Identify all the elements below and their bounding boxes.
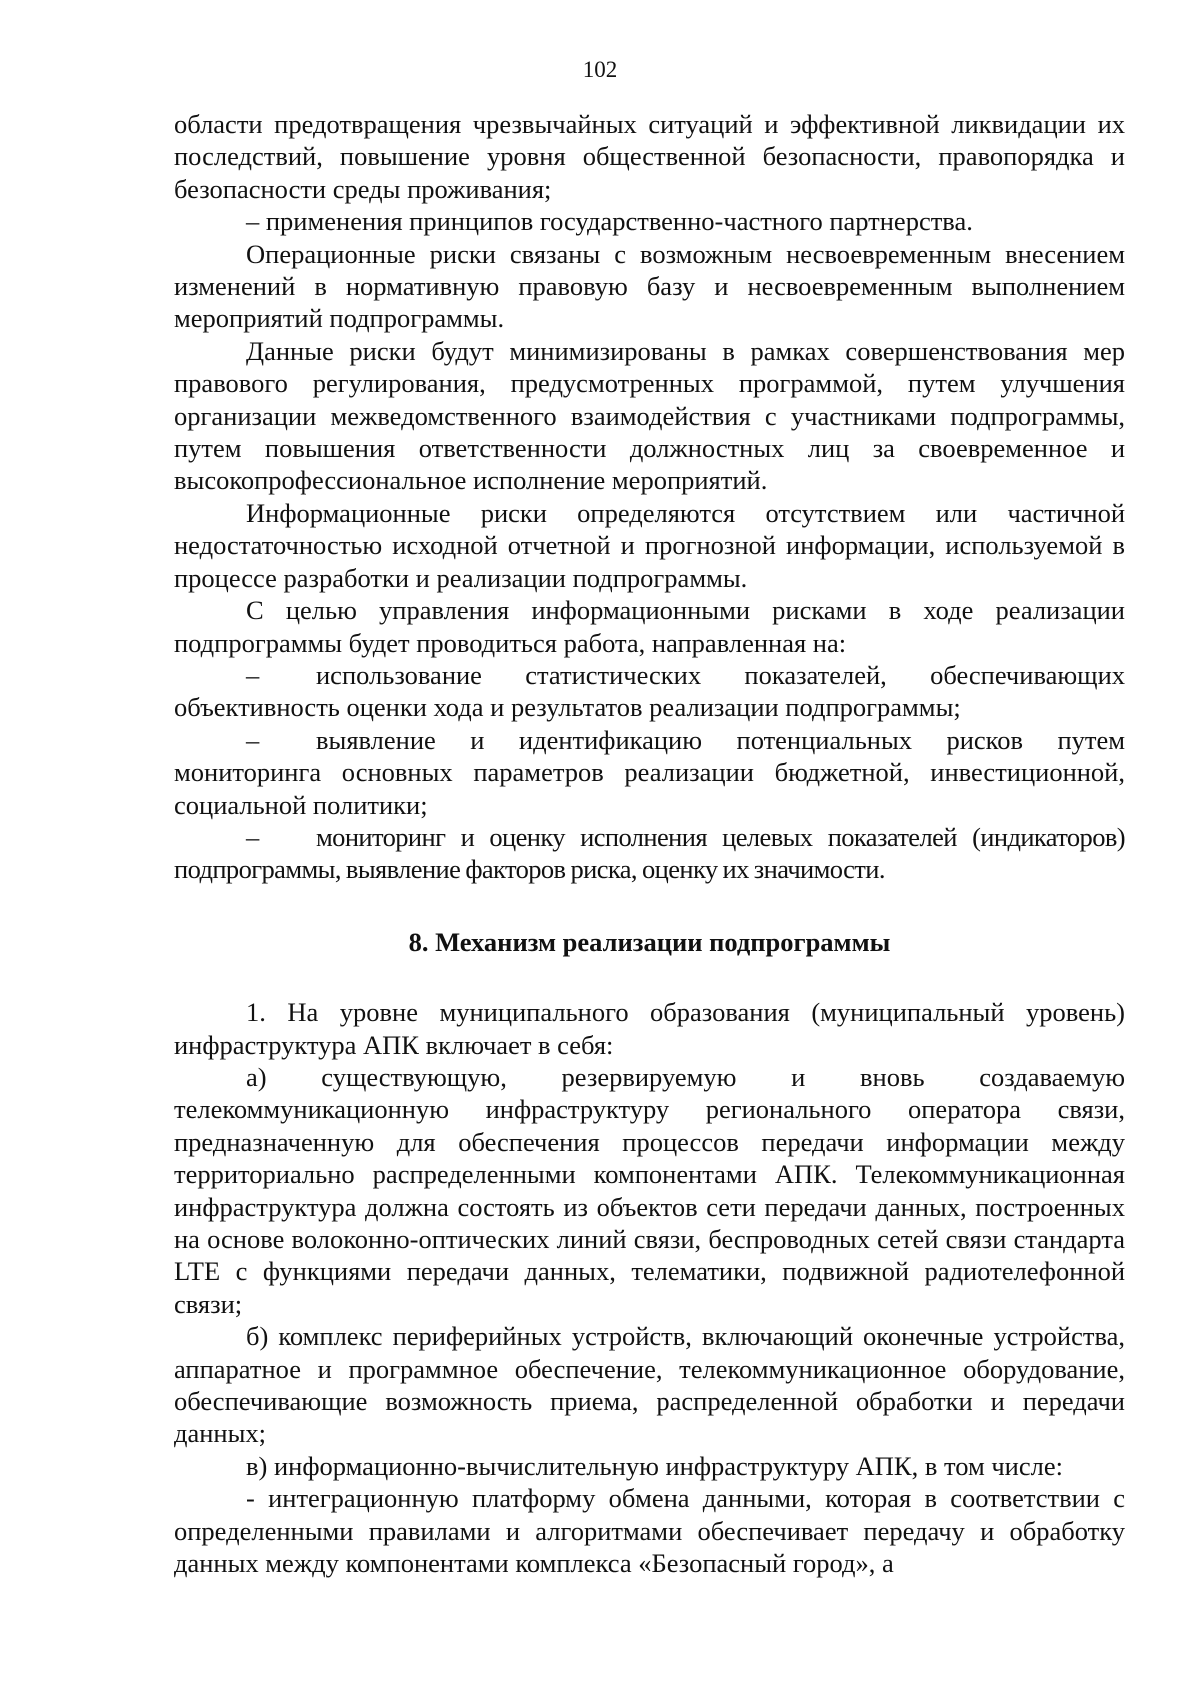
paragraph: в) информационно-вычислительную инфраструктуру АПК, в том числе: [246,1450,1063,1481]
document-body [174,108,1125,1579]
paragraph: С целью управления информационными рисками в ходе реализации подпрограммы будет проводиться работа, направленная на: [174,595,1125,658]
dash-marker: – [246,821,259,852]
list-item [174,659,1125,724]
list-item [174,724,1125,821]
list-item-text: мониторинг и оценку исполнения целевых показателей (индикаторов) подпрограммы, выявление факторов риска, оценку их значимости. [174,821,1125,885]
paragraph: Данные риски будут минимизированы в рамках совершенствования мер правового регулирования, предусмотренных программой, путем улучшения организации межведомственного взаимодействия с участниками подпрограммы, путем повышения ответственности должностных лиц за своевременное и высокопрофессиональное исполнение мероприятий. [174,335,1125,496]
list-item: – применения принципов государственно-частного партнерства. [246,206,973,237]
paragraph: области предотвращения чрезвычайных ситуаций и эффективной ликвидации их последствий, повышение уровня общественной безопасности, правопорядка и безопасности среды проживания; [174,109,1125,204]
paragraph: Операционные риски связаны с возможным несвоевременным внесением изменений в нормативную правовую базу и несвоевременным выполнением мероприятий подпрограммы. [174,238,1125,334]
list-item [174,821,1125,886]
page-number: 102 [582,57,618,82]
paragraph: б) комплекс периферийных устройств, включающий оконечные устройства, аппаратное и программное обеспечение, телекоммуникационное оборудование, обеспечивающие возможность приема, распределенной обработки и передачи данных; [174,1321,1125,1449]
section-heading: 8. Механизм реализации подпрограммы [408,926,891,957]
paragraph: - интеграционную платформу обмена данными, которая в соответствии с определенными правилами и алгоритмами обеспечивает передачу и обработку данных между компонентами комплекса «Безопасный город», а [174,1483,1125,1579]
list-item-text: выявление и идентификацию потенциальных рисков путем мониторинга основных параметров реализации бюджетной, инвестиционной, социальной политики; [174,724,1125,820]
paragraph: а) существующую, резервируемую и вновь создаваемую телекоммуникационную инфраструктуру регионального оператора связи, предназначенную для обеспечения процессов передачи информации между территориально распределенными компонентами АПК. Телекоммуникационная инфраструктура должна состоять из объектов сети передачи данных, построенных на основе волоконно-оптических линий связи, беспроводных сетей связи стандарта LTE с функциями передачи данных, телематики, подвижной радиотелефонной связи; [174,1061,1125,1319]
paragraph: Информационные риски определяются отсутствием или частичной недостаточностью исходной отчетной и прогнозной информации, используемой в процессе разработки и реализации подпрограммы. [174,497,1125,593]
list-item-text: использование статистических показателей, обеспечивающих объективность оценки хода и результатов реализации подпрограммы; [174,659,1125,723]
paragraph: 1. На уровне муниципального образования (муниципальный уровень) инфраструктура АПК включает в себя: [174,997,1125,1060]
dash-marker: – [246,724,260,755]
dash-marker: – [246,659,260,690]
